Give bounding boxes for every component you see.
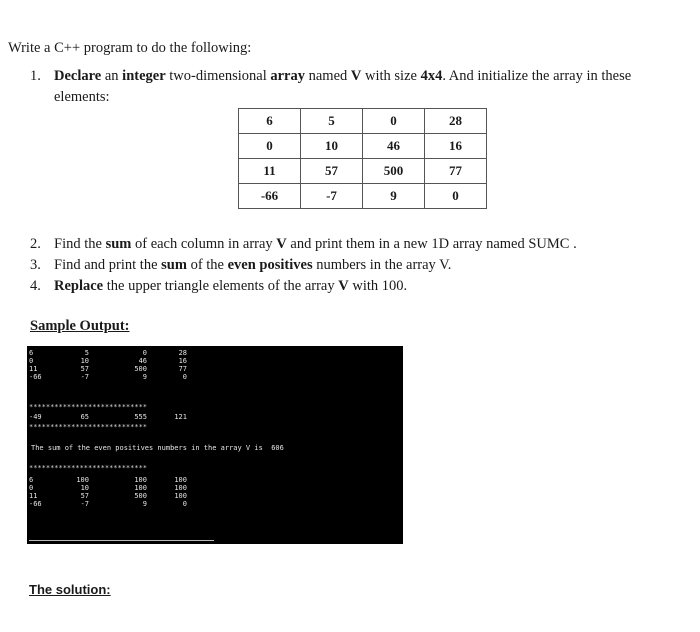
console-sumc-value: 555 [134, 413, 147, 421]
task-text: two-dimensional [165, 68, 271, 84]
task-text: . And initialize the array in these [442, 68, 632, 84]
task-text-bold: Declare [54, 68, 102, 84]
console-cell: 500 [134, 492, 147, 500]
table-row [239, 134, 487, 159]
table-cell: -66 [239, 184, 301, 209]
table-cell: 77 [425, 159, 487, 184]
console-cell: 6 [29, 476, 34, 484]
console-cell: 5 [84, 349, 89, 357]
console-cell: 11 [29, 365, 38, 373]
console-cell: 10 [80, 357, 89, 365]
task-text-bold: sum [105, 236, 132, 252]
console-prompt-line [29, 540, 214, 541]
task-text-bold: sum [161, 257, 187, 273]
table-cell: 0 [363, 109, 425, 134]
console-cell: 0 [29, 357, 34, 365]
console-cell: 100 [174, 492, 187, 500]
task-number: 2. [30, 236, 41, 252]
console-cell: -7 [80, 373, 89, 381]
console-message: The sum of the even positives numbers in the array V is 606 [31, 444, 284, 452]
console-cell: 46 [138, 357, 147, 365]
console-sumc-value: 121 [174, 413, 187, 421]
task-item-2 [30, 234, 577, 255]
console-separator: **************************** [29, 403, 148, 411]
table-cell: -7 [301, 184, 363, 209]
console-sumc-value: -49 [29, 413, 42, 421]
intro-text: Write a C++ program to do the following: [8, 40, 252, 56]
console-cell: 9 [142, 373, 147, 381]
table-cell: 16 [425, 134, 487, 159]
table-cell: 57 [301, 159, 363, 184]
task-text-bold: V [350, 68, 362, 84]
task-text-bold: V [338, 278, 349, 294]
console-cell: 0 [182, 500, 187, 508]
console-cell: 0 [29, 484, 34, 492]
task-item-3 [30, 255, 451, 276]
table-cell: 10 [301, 134, 363, 159]
task-text: the upper triangle elements of the array [103, 278, 339, 294]
table-cell: 5 [301, 109, 363, 134]
table-cell: 500 [363, 159, 425, 184]
task-text: of the [186, 257, 228, 273]
console-cell: -66 [29, 373, 42, 381]
console-sumc-value: 65 [80, 413, 89, 421]
task-item-1 [30, 66, 680, 108]
console-cell: 100 [134, 476, 147, 484]
table-cell: 0 [239, 134, 301, 159]
task-text: named [305, 68, 351, 84]
console-cell: 10 [80, 484, 89, 492]
task-text: with size [361, 68, 421, 84]
console-cell: 16 [178, 357, 187, 365]
console-cell: 100 [134, 484, 147, 492]
task-text: an [101, 68, 123, 84]
table-row [239, 184, 487, 209]
console-cell: 6 [29, 349, 34, 357]
console-cell: 11 [29, 492, 38, 500]
table-row [239, 159, 487, 184]
task-text: and print them in a new 1D array named SUMC . [286, 236, 577, 252]
task-text: Find the [54, 236, 106, 252]
task-text: numbers in the array V. [312, 257, 452, 273]
console-cell: 57 [80, 492, 89, 500]
task-text-bold: even positives [227, 257, 313, 273]
task-item-4 [30, 276, 407, 297]
console-cell: 500 [134, 365, 147, 373]
task-text: of each column in array [131, 236, 277, 252]
console-output [27, 346, 403, 544]
matrix-table [238, 108, 487, 209]
task-text-bold: array [270, 68, 305, 84]
console-separator: **************************** [29, 464, 148, 472]
console-cell: 57 [80, 365, 89, 373]
task-number: 1. [30, 68, 41, 84]
task-text-bold: Replace [54, 278, 104, 294]
table-cell: 6 [239, 109, 301, 134]
task-text: with 100. [348, 278, 408, 294]
solution-heading: The solution: [29, 582, 111, 597]
console-cell: -66 [29, 500, 42, 508]
task-text-bold: 4x4 [420, 68, 443, 84]
console-cell: 100 [174, 476, 187, 484]
console-separator: **************************** [29, 423, 148, 431]
console-cell: 100 [174, 484, 187, 492]
table-cell: 46 [363, 134, 425, 159]
sample-output-heading: Sample Output: [30, 318, 130, 334]
console-cell: 9 [142, 500, 147, 508]
console-cell: 0 [182, 373, 187, 381]
console-cell: 100 [76, 476, 89, 484]
task-text: Find and print the [54, 257, 162, 273]
table-cell: 9 [363, 184, 425, 209]
task-number: 3. [30, 257, 41, 273]
console-cell: 0 [142, 349, 147, 357]
console-cell: -7 [80, 500, 89, 508]
console-cell: 28 [178, 349, 187, 357]
console-cell: 77 [178, 365, 187, 373]
task-text-bold: integer [122, 68, 166, 84]
table-cell: 11 [239, 159, 301, 184]
table-row [239, 109, 487, 134]
task-text: elements: [54, 89, 110, 105]
task-text-bold: V [276, 236, 287, 252]
table-cell: 0 [425, 184, 487, 209]
table-cell: 28 [425, 109, 487, 134]
task-number: 4. [30, 278, 41, 294]
